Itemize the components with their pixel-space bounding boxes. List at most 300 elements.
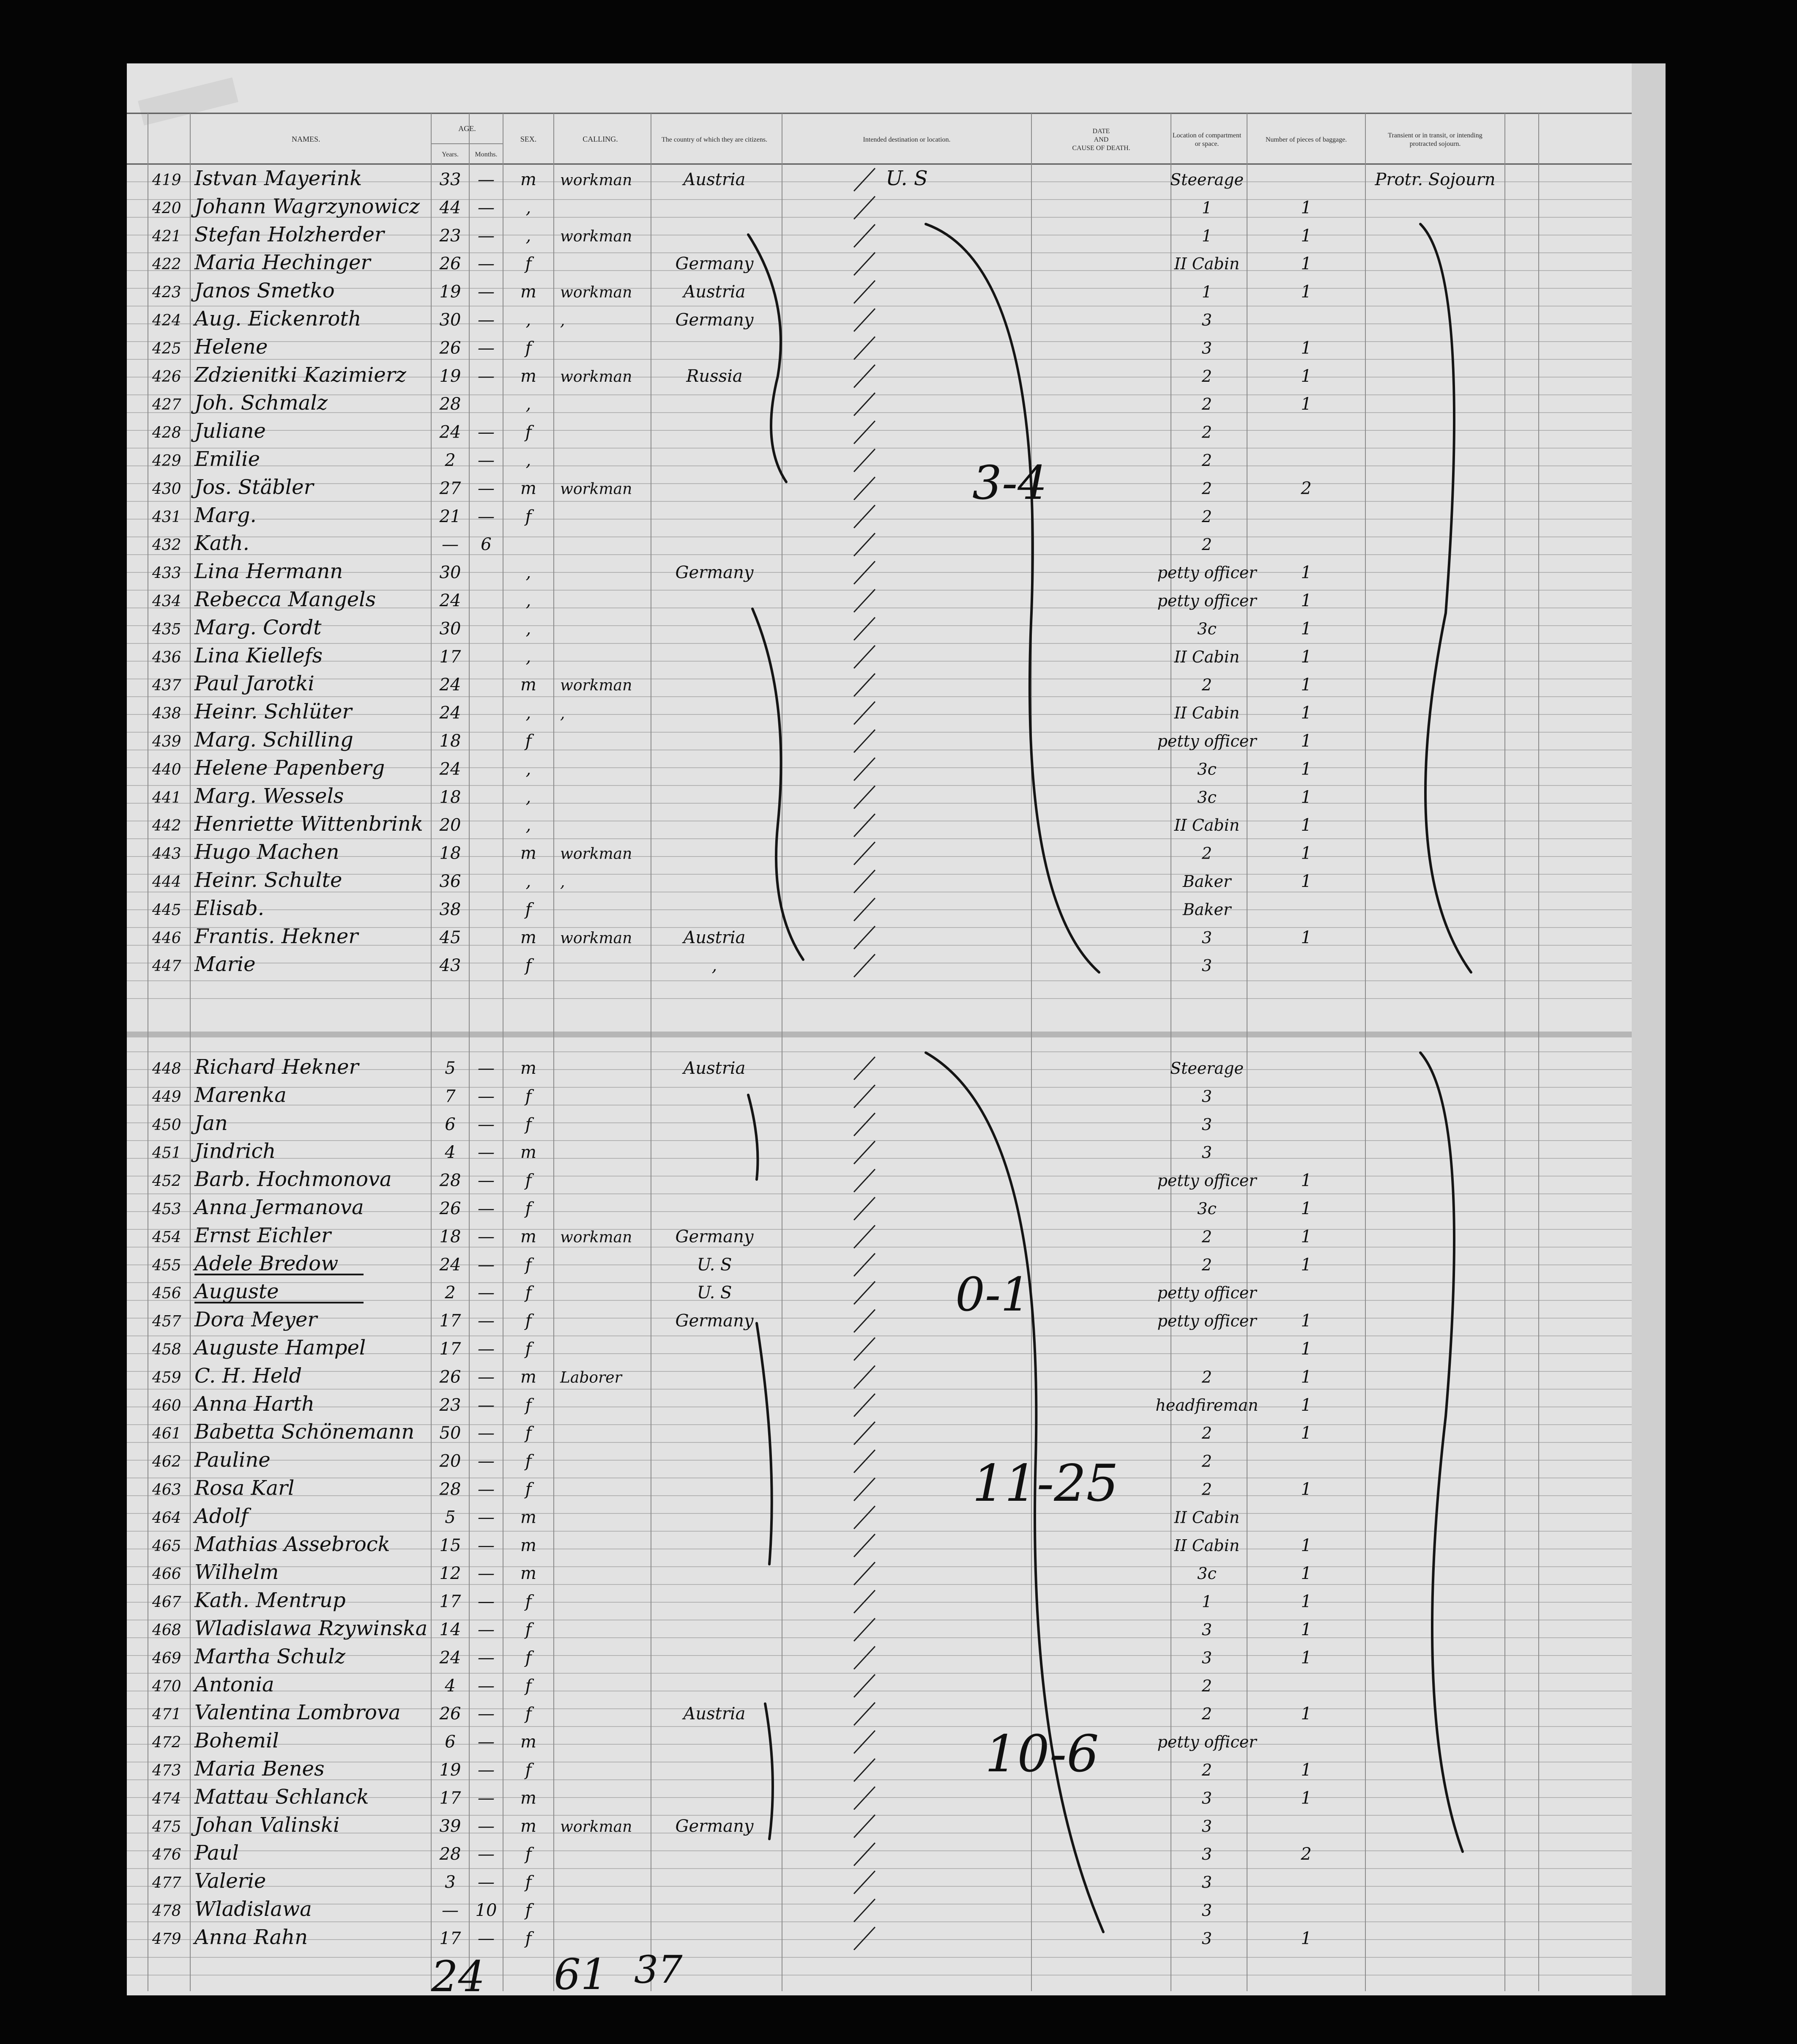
cell-sex: m	[520, 479, 536, 498]
cell-no: 420	[152, 200, 181, 217]
cell-sex: ,	[525, 703, 531, 723]
cell-baggage: 1	[1301, 703, 1312, 723]
header-death-1: DATE	[1092, 128, 1110, 135]
cell-sex: m	[520, 282, 536, 302]
cell-years: 2	[445, 451, 456, 470]
cell-compartment: petty officer	[1157, 1283, 1257, 1302]
cell-compartment: 3	[1201, 1817, 1212, 1836]
cell-years: 5	[445, 1059, 456, 1078]
cell-sex: f	[525, 900, 532, 919]
cell-months: —	[478, 1816, 495, 1836]
cell-no: 477	[152, 1874, 181, 1892]
cell-baggage: 1	[1301, 1311, 1312, 1331]
cell-years: 15	[439, 1535, 461, 1555]
cell-months: —	[478, 1535, 495, 1555]
cell-compartment: petty officer	[1157, 1171, 1257, 1190]
cell-country: Germany	[675, 310, 754, 330]
cell-years: 26	[439, 338, 461, 358]
cell-no: 467	[152, 1593, 181, 1611]
cell-sex: ,	[525, 872, 531, 891]
cell-years: 4	[445, 1143, 456, 1163]
tally-top: 3-4	[972, 456, 1048, 510]
cell-months: 6	[481, 535, 492, 555]
cell-no: 479	[152, 1930, 181, 1948]
cell-name: Jos. Stäbler	[194, 475, 314, 499]
cell-no: 419	[152, 172, 181, 189]
cell-baggage: 1	[1301, 759, 1312, 779]
cell-years: 12	[439, 1564, 461, 1584]
cell-name: Antonia	[194, 1672, 274, 1696]
tally-foot-extra: 37	[634, 1948, 683, 1992]
cell-months: —	[478, 1114, 495, 1134]
cell-no: 439	[152, 733, 181, 750]
cell-calling: workman	[560, 480, 632, 498]
cell-months: —	[478, 506, 495, 526]
cell-compartment: 3	[1201, 1901, 1212, 1920]
cell-baggage: 1	[1301, 1592, 1312, 1612]
cell-name: Mathias Assebrock	[194, 1532, 390, 1556]
cell-sex: ,	[525, 310, 531, 330]
cell-baggage: 1	[1301, 1171, 1312, 1190]
cell-destination: U. S	[886, 167, 928, 190]
cell-years: 20	[439, 815, 461, 835]
cell-name: Jan	[194, 1111, 228, 1135]
cell-months: —	[478, 1199, 495, 1218]
cell-name: Johann Wagrzynowicz	[194, 194, 420, 219]
cell-sex: f	[525, 1760, 532, 1780]
cell-compartment: 3	[1201, 1845, 1212, 1864]
cell-years: 30	[439, 563, 461, 583]
cell-no: 459	[152, 1369, 181, 1387]
cell-no: 478	[152, 1902, 181, 1920]
cell-compartment: 3c	[1197, 619, 1217, 638]
cell-name: Wilhelm	[194, 1560, 279, 1584]
cell-name: Lina Hermann	[194, 559, 343, 583]
cell-no: 473	[152, 1762, 181, 1779]
cell-name: Paul	[194, 1841, 239, 1865]
cell-sex: f	[525, 1451, 532, 1471]
cell-months: —	[478, 1704, 495, 1724]
cell-compartment: 2	[1201, 1676, 1212, 1695]
cell-months: —	[478, 1564, 495, 1584]
cell-months: 10	[475, 1901, 497, 1920]
header-transit-1: Transient or in transit, or intending	[1388, 132, 1482, 139]
cell-sex: f	[525, 1423, 532, 1443]
cell-name: Auguste Hampel	[194, 1336, 366, 1360]
cell-country: U. S	[697, 1255, 732, 1275]
cell-sex: ,	[525, 619, 531, 639]
tally-bottom: 10-6	[985, 1725, 1099, 1784]
cell-baggage: 1	[1301, 787, 1312, 807]
cell-years: 17	[439, 647, 461, 667]
cell-compartment: 2	[1201, 395, 1212, 414]
cell-sex: m	[520, 675, 536, 695]
cell-years: 19	[439, 366, 461, 386]
cell-no: 424	[152, 312, 181, 329]
cell-name: Ernst Eichler	[194, 1223, 331, 1248]
cell-months: —	[478, 338, 495, 358]
cell-name: Babetta Schönemann	[194, 1420, 415, 1444]
cell-sex: m	[520, 843, 536, 863]
cell-months: —	[478, 1423, 495, 1443]
header-transit-2: protracted sojourn.	[1409, 140, 1461, 148]
cell-baggage: 1	[1301, 591, 1312, 610]
cell-years: 19	[439, 282, 461, 302]
cell-name: Hugo Machen	[194, 840, 339, 864]
cell-baggage: 1	[1301, 843, 1312, 863]
cell-name: Helene Papenberg	[194, 756, 385, 780]
cell-name: Marg. Wessels	[194, 784, 344, 808]
cell-sex: m	[520, 1535, 536, 1555]
cell-name: Joh. Schmalz	[194, 391, 328, 415]
cell-sex: f	[525, 1480, 532, 1499]
cell-years: 26	[439, 254, 461, 274]
cell-baggage: 1	[1301, 872, 1312, 891]
cell-compartment: petty officer	[1157, 591, 1257, 610]
cell-compartment: 3	[1201, 1648, 1212, 1667]
cell-years: 24	[439, 703, 461, 723]
cell-months: —	[478, 422, 495, 442]
cell-no: 474	[152, 1790, 181, 1808]
cell-name: Wladislawa Rzywinska	[194, 1617, 428, 1640]
cell-calling: workman	[560, 172, 632, 189]
cell-name: Emilie	[194, 447, 260, 471]
cell-sex: f	[525, 1901, 532, 1920]
cell-no: 441	[152, 789, 181, 807]
cell-months: —	[478, 1732, 495, 1752]
cell-sex: f	[525, 1872, 532, 1892]
cell-sex: f	[525, 1676, 532, 1696]
cell-years: 18	[439, 731, 461, 751]
cell-no: 436	[152, 648, 181, 666]
cell-months: —	[478, 310, 495, 330]
cell-baggage: 1	[1301, 731, 1312, 751]
cell-years: 17	[439, 1788, 461, 1808]
cell-name: Marg. Schilling	[194, 728, 353, 752]
cell-sex: ,	[525, 815, 531, 835]
cell-years: 14	[439, 1620, 461, 1639]
cell-baggage: 2	[1301, 1844, 1312, 1864]
cell-years: 21	[439, 506, 461, 526]
cell-calling: workman	[560, 929, 632, 947]
cell-compartment: 2	[1201, 507, 1212, 526]
cell-no: 435	[152, 621, 181, 638]
cell-compartment: 1	[1201, 282, 1212, 301]
cell-name: Anna Harth	[194, 1392, 315, 1416]
cell-compartment: 3	[1201, 1873, 1212, 1892]
cell-country: Austria	[683, 1059, 746, 1078]
cell-months: —	[478, 1171, 495, 1190]
cell-months: —	[478, 198, 495, 218]
header-names: NAMES.	[292, 135, 320, 143]
header-death-2: AND	[1094, 136, 1109, 143]
cell-sex: m	[520, 1508, 536, 1527]
cell-years: —	[442, 535, 459, 555]
cell-months: —	[478, 1059, 495, 1078]
cell-calling: workman	[560, 227, 632, 245]
cell-name: Heinr. Schulte	[194, 868, 342, 892]
cell-compartment: 1	[1201, 198, 1212, 217]
cell-no: 468	[152, 1622, 181, 1639]
cell-compartment: 3	[1201, 311, 1212, 329]
cell-sex: f	[525, 1648, 532, 1668]
cell-years: 7	[445, 1086, 456, 1106]
cell-compartment: 2	[1201, 1368, 1212, 1387]
cell-name: Bohemil	[194, 1729, 279, 1753]
tally-foot-months: 61	[554, 1950, 608, 1995]
cell-sex: f	[525, 1620, 532, 1639]
cell-calling: workman	[560, 677, 632, 695]
cell-name: Martha Schulz	[194, 1645, 346, 1669]
cell-years: 17	[439, 1339, 461, 1359]
cell-years: 50	[439, 1423, 461, 1443]
cell-name: Marg. Cordt	[194, 616, 322, 640]
cell-compartment: 3c	[1197, 788, 1217, 807]
cell-compartment: 2	[1201, 1227, 1212, 1246]
cell-months: —	[478, 479, 495, 498]
cell-country: Austria	[683, 282, 746, 302]
cell-sex: f	[525, 1255, 532, 1275]
cell-no: 455	[152, 1256, 181, 1274]
cell-calling: workman	[560, 284, 632, 301]
cell-years: 18	[439, 1227, 461, 1247]
cell-years: 36	[439, 872, 461, 891]
cell-sex: f	[525, 1199, 532, 1218]
cell-compartment: II Cabin	[1174, 703, 1240, 722]
cell-name: Maria Hechinger	[194, 251, 371, 275]
cell-compartment: II Cabin	[1174, 1536, 1240, 1555]
cell-country: Austria	[683, 1704, 746, 1724]
cell-sex: f	[525, 1592, 532, 1612]
cell-no: 427	[152, 396, 181, 414]
cell-sex: ,	[525, 394, 531, 414]
cell-sex: ,	[525, 591, 531, 610]
cell-no: 425	[152, 340, 181, 358]
cell-years: 23	[439, 1395, 461, 1415]
cell-compartment: petty officer	[1157, 1732, 1257, 1751]
cell-sex: ,	[525, 451, 531, 470]
cell-compartment: petty officer	[1157, 563, 1257, 582]
cell-name: Lina Kiellefs	[194, 643, 323, 668]
cell-baggage: 1	[1301, 366, 1312, 386]
cell-sex: m	[520, 1788, 536, 1808]
cell-years: 26	[439, 1199, 461, 1218]
cell-compartment: headfireman	[1155, 1396, 1258, 1415]
cell-name: Valentina Lombrova	[194, 1701, 401, 1725]
cell-country: Austria	[683, 928, 746, 947]
cell-compartment: II Cabin	[1174, 816, 1240, 835]
cell-no: 471	[152, 1706, 181, 1724]
cell-name: Anna Rahn	[194, 1925, 308, 1949]
cell-baggage: 1	[1301, 1929, 1312, 1948]
cell-baggage: 1	[1301, 1255, 1312, 1275]
cell-baggage: 1	[1301, 1423, 1312, 1443]
cell-years: 24	[439, 759, 461, 779]
cell-compartment: 2	[1201, 479, 1212, 498]
binding-edge	[1632, 63, 1666, 1995]
cell-sex: m	[520, 1732, 536, 1752]
cell-years: 17	[439, 1311, 461, 1331]
cell-name: Istvan Mayerink	[194, 167, 362, 190]
cell-months: —	[478, 1283, 495, 1303]
cell-country: Austria	[683, 170, 746, 189]
cell-no: 445	[152, 901, 181, 919]
cell-months: —	[478, 1227, 495, 1247]
cell-baggage: 1	[1301, 675, 1312, 695]
cell-years: 20	[439, 1451, 461, 1471]
cell-months: —	[478, 1255, 495, 1275]
cell-compartment: petty officer	[1157, 732, 1257, 750]
tally-foot-years: 24	[431, 1952, 485, 1995]
cell-compartment: 2	[1201, 451, 1212, 470]
cell-no: 421	[152, 227, 181, 245]
cell-sex: f	[525, 731, 532, 751]
cell-compartment: 3c	[1197, 1564, 1217, 1583]
header-months: Months.	[475, 151, 498, 158]
cell-no: 450	[152, 1116, 181, 1134]
cell-name: Richard Hekner	[194, 1055, 359, 1079]
cell-sex: m	[520, 1564, 536, 1584]
cell-months: —	[478, 1788, 495, 1808]
page-fold	[127, 1032, 1666, 1037]
cell-sex: f	[525, 1086, 532, 1106]
cell-years: 17	[439, 1592, 461, 1612]
ledger-sheet	[127, 63, 1666, 1995]
cell-years: 2	[445, 1283, 456, 1303]
cell-years: 30	[439, 619, 461, 639]
cell-years: 24	[439, 675, 461, 695]
cell-compartment: 2	[1201, 676, 1212, 695]
cell-years: 39	[439, 1816, 461, 1836]
cell-months: —	[478, 1592, 495, 1612]
cell-compartment: 2	[1201, 1255, 1212, 1274]
cell-years: 28	[439, 1480, 461, 1499]
cell-name: Henriette Wittenbrink	[194, 812, 423, 836]
cell-months: —	[478, 1480, 495, 1499]
cell-baggage: 1	[1301, 928, 1312, 947]
cell-name: Stefan Holzherder	[194, 222, 384, 246]
cell-no: 423	[152, 284, 181, 301]
cell-no: 429	[152, 452, 181, 470]
cell-no: 476	[152, 1846, 181, 1864]
cell-sex: f	[525, 254, 532, 274]
cell-months: —	[478, 451, 495, 470]
header-age: AGE.	[458, 124, 476, 133]
cell-compartment: 2	[1201, 1452, 1212, 1471]
cell-name: Kath. Mentrup	[194, 1588, 346, 1612]
cell-months: —	[478, 1648, 495, 1668]
cell-sex: ,	[525, 787, 531, 807]
cell-years: 43	[439, 956, 461, 976]
cell-calling: workman	[560, 368, 632, 386]
cell-months: —	[478, 1508, 495, 1527]
cell-name: Dora Meyer	[194, 1308, 317, 1332]
header-baggage: Number of pieces of baggage.	[1265, 136, 1347, 143]
cell-no: 475	[152, 1818, 181, 1836]
cell-compartment: 3	[1201, 339, 1212, 358]
cell-sex: f	[525, 1704, 532, 1724]
cell-no: 463	[152, 1481, 181, 1499]
cell-years: 23	[439, 226, 461, 246]
cell-years: 28	[439, 394, 461, 414]
cell-no: 465	[152, 1537, 181, 1555]
cell-years: 18	[439, 787, 461, 807]
cell-name: Kath.	[194, 531, 249, 555]
cell-baggage: 1	[1301, 1620, 1312, 1639]
cell-calling: Laborer	[560, 1369, 622, 1387]
cell-no: 456	[152, 1285, 181, 1302]
cell-compartment: 3	[1201, 928, 1212, 947]
header-calling: CALLING.	[583, 135, 618, 143]
cell-compartment: Steerage	[1170, 170, 1244, 189]
cell-compartment: II Cabin	[1174, 254, 1240, 274]
cell-no: 438	[152, 705, 181, 722]
cell-no: 472	[152, 1734, 181, 1751]
cell-sex: ,	[525, 563, 531, 583]
cell-name: Maria Benes	[194, 1757, 325, 1781]
cell-years: 24	[439, 591, 461, 610]
cell-months: —	[478, 1395, 495, 1415]
cell-no: 460	[152, 1397, 181, 1415]
cell-years: 26	[439, 1367, 461, 1387]
cell-sex: ,	[525, 198, 531, 218]
cell-no: 452	[152, 1172, 181, 1190]
cell-calling: ,	[560, 312, 565, 329]
cell-baggage: 1	[1301, 226, 1312, 246]
cell-baggage: 1	[1301, 254, 1312, 274]
cell-years: 28	[439, 1844, 461, 1864]
cell-name: Marg.	[194, 503, 257, 527]
cell-months: —	[478, 1367, 495, 1387]
cell-name: Johan Valinski	[194, 1813, 340, 1837]
cell-baggage: 1	[1301, 815, 1312, 835]
cell-compartment: 2	[1201, 844, 1212, 863]
cell-years: 5	[445, 1508, 456, 1527]
cell-baggage: 1	[1301, 1788, 1312, 1808]
cell-name: Anna Jermanova	[194, 1196, 364, 1219]
cell-baggage: 1	[1301, 198, 1312, 218]
cell-name: Zdzienitki Kazimierz	[194, 363, 406, 387]
cell-years: 24	[439, 1255, 461, 1275]
cell-no: 470	[152, 1677, 181, 1695]
cell-sex: f	[525, 1929, 532, 1948]
cell-country: U. S	[697, 1283, 732, 1303]
cell-calling: workman	[560, 845, 632, 863]
header-compartment-1: Location of compartment	[1172, 132, 1242, 139]
cell-name: Wladislawa	[194, 1897, 312, 1921]
cell-no: 466	[152, 1565, 181, 1583]
cell-compartment: 2	[1201, 367, 1212, 386]
cell-name: Frantis. Hekner	[194, 924, 358, 948]
cell-months: —	[478, 366, 495, 386]
cell-months: —	[478, 1929, 495, 1948]
cell-months: —	[478, 1311, 495, 1331]
cell-name: Adolf	[194, 1504, 249, 1528]
cell-sex: f	[525, 506, 532, 526]
cell-sex: f	[525, 1114, 532, 1134]
cell-years: 30	[439, 310, 461, 330]
cell-months: —	[478, 282, 495, 302]
cell-no: 458	[152, 1341, 181, 1358]
cell-name: Pauline	[194, 1448, 271, 1472]
cell-country: Germany	[675, 1311, 754, 1331]
cell-baggage: 1	[1301, 1648, 1312, 1668]
cell-compartment: 2	[1201, 1761, 1212, 1779]
cell-compartment: Baker	[1182, 900, 1231, 919]
cell-name: Auguste	[194, 1280, 279, 1304]
cell-baggage: 1	[1301, 647, 1312, 667]
cell-baggage: 1	[1301, 338, 1312, 358]
